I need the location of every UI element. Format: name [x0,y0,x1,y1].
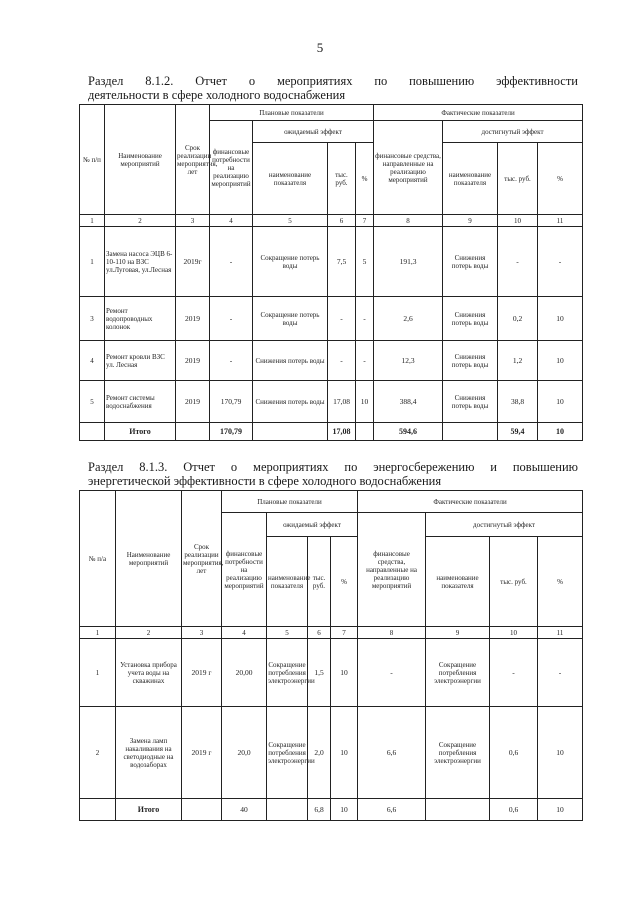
col-number-row [80,215,583,227]
row-achieved-pct: 10 [538,297,583,341]
row-achieved-effect: Сокращение потребления электроэнергии [426,639,490,707]
total-label: Итого [105,423,176,441]
row-fin: - [210,341,253,381]
total-fin: 40 [222,799,267,821]
col-num-9: 9 [426,627,490,639]
row-achieved-effect: Снижения потерь воды [443,297,498,341]
total-achieved-pct: 10 [538,799,583,821]
row-krub: 1,5 [308,639,331,707]
total-label: Итого [116,799,182,821]
row-achieved-krub: - [498,227,538,297]
hdr-fin-planned: финансовые потребности на реализацию мероприятий [222,513,267,627]
col-num-2: 2 [116,627,182,639]
row-name: Ремонт кровли ВЗС ул. Лесная [105,341,176,381]
col-num-6: 6 [308,627,331,639]
row-pct: 10 [331,639,358,707]
total-krub: 17,08 [328,423,356,441]
row-achieved-krub: 0,6 [490,707,538,799]
col-num-5: 5 [253,215,328,227]
hdr-indicator-actual: наименование показателя [443,143,498,215]
hdr-planned: Плановые показатели [222,491,358,513]
table-row [80,639,583,707]
col-num-4: 4 [210,215,253,227]
row-name: Ремонт водопроводных колонок [105,297,176,341]
row-num: 1 [80,227,105,297]
section-1-table [79,104,583,441]
row-effect: Сокращение потребления электроэнергии [267,707,308,799]
hdr-indicator-planned: наименование показателя [253,143,328,215]
row-pct: - [356,341,374,381]
hdr-krub-planned: тыс. руб. [328,143,356,215]
col-num-10: 10 [490,627,538,639]
hdr-actual: Фактические показатели [374,105,583,121]
hdr-achieved-effect: достигнутый эффект [426,513,583,537]
row-achieved-pct: 10 [538,341,583,381]
row-achieved-krub: - [490,639,538,707]
row-effect: Снижения потерь воды [253,381,328,423]
hdr-pct-actual: % [538,537,583,627]
hdr-expected-effect: ожидаемый эффект [253,121,374,143]
page-number: 5 [316,40,324,55]
col-num-3: 3 [176,215,210,227]
hdr-achieved-effect: достигнутый эффект [443,121,583,143]
hdr-actual: Фактические показатели [358,491,583,513]
total-achieved-krub: 59,4 [498,423,538,441]
row-achieved-krub: 0,2 [498,297,538,341]
col-num-10: 10 [498,215,538,227]
row-krub: 17,08 [328,381,356,423]
col-num-7: 7 [331,627,358,639]
row-achieved-krub: 1,2 [498,341,538,381]
row-krub: - [328,297,356,341]
total-krub: 6,8 [308,799,331,821]
row-num: 3 [80,297,105,341]
row-fin: 20,0 [222,707,267,799]
row-pct: 10 [356,381,374,423]
row-fin-actual: 191,3 [374,227,443,297]
total-achieved-pct: 10 [538,423,583,441]
hdr-pct-planned: % [356,143,374,215]
row-achieved-pct: - [538,639,583,707]
col-num-7: 7 [356,215,374,227]
table-row [80,707,583,799]
total-row [80,799,583,821]
row-term: 2019 [176,381,210,423]
hdr-term: Срок реализации мероприятия, лет [182,491,222,627]
total-fin-actual: 6,6 [358,799,426,821]
row-achieved-krub: 38,8 [498,381,538,423]
col-num-8: 8 [374,215,443,227]
row-pct: - [356,297,374,341]
row-achieved-pct: 10 [538,381,583,423]
row-fin-actual: 2,6 [374,297,443,341]
col-num-3: 3 [182,627,222,639]
hdr-indicator-actual: наименование показателя [426,537,490,627]
hdr-planned: Плановые показатели [210,105,374,121]
hdr-fin-actual: финансовые средства, направленные на реализацию мероприятий [358,513,426,627]
table-row [80,297,583,341]
section-1-heading [88,74,578,102]
row-krub: 7,5 [328,227,356,297]
col-num-4: 4 [222,627,267,639]
hdr-term: Срок реализации мероприятия, лет [176,105,210,215]
table-row [80,381,583,423]
row-name: Ремонт системы водоснабжения [105,381,176,423]
row-achieved-pct: 10 [538,707,583,799]
col-num-9: 9 [443,215,498,227]
row-term: 2019 г [182,707,222,799]
row-fin-actual: 12,3 [374,341,443,381]
row-pct: 5 [356,227,374,297]
row-effect: Снижения потерь воды [253,341,328,381]
section-1-heading-line2: деятельности в сфере холодного водоснабжения [88,88,346,102]
total-pct: 10 [331,799,358,821]
col-num-5: 5 [267,627,308,639]
col-num-6: 6 [328,215,356,227]
hdr-num: № п/п [80,105,105,215]
table-row [80,227,583,297]
row-achieved-effect: Снижения потерь воды [443,341,498,381]
row-fin: - [210,227,253,297]
row-fin-actual: 388,4 [374,381,443,423]
col-num-1: 1 [80,215,105,227]
total-achieved-krub: 0,6 [490,799,538,821]
section-2-heading [88,460,578,488]
row-krub: 2,0 [308,707,331,799]
row-fin: 20,00 [222,639,267,707]
hdr-indicator-planned: наименование показателя [267,537,308,627]
total-fin-actual: 594,6 [374,423,443,441]
row-num: 5 [80,381,105,423]
row-fin: 170,79 [210,381,253,423]
row-effect: Сокращение потребления электроэнергии [267,639,308,707]
section-2-table [79,490,583,821]
hdr-num: № п/а [80,491,116,627]
row-name: Замена ламп накаливания на светодиодные на водозаборах [116,707,182,799]
row-term: 2019 [176,297,210,341]
row-name: Замена насоса ЭЦВ 6-10-110 на ВЗС ул.Луговая, ул.Лесная [105,227,176,297]
row-fin-actual: - [358,639,426,707]
row-effect: Сокращение потерь воды [253,227,328,297]
hdr-name: Наименование мероприятий [116,491,182,627]
hdr-krub-actual: тыс. руб. [490,537,538,627]
hdr-pct-planned: % [331,537,358,627]
row-fin-actual: 6,6 [358,707,426,799]
row-num: 1 [80,639,116,707]
col-num-11: 11 [538,627,583,639]
col-num-11: 11 [538,215,583,227]
col-num-1: 1 [80,627,116,639]
row-krub: - [328,341,356,381]
row-effect: Сокращение потерь воды [253,297,328,341]
col-number-row [80,627,583,639]
hdr-krub-planned: тыс. руб. [308,537,331,627]
col-num-2: 2 [105,215,176,227]
row-achieved-effect: Снижения потерь воды [443,227,498,297]
hdr-krub-actual: тыс. руб. [498,143,538,215]
row-term: 2019 [176,341,210,381]
section-1-heading-line1: Раздел 8.1.2. Отчет о мероприятиях по повышению эффективности [88,74,578,88]
hdr-fin-planned: финансовые потребности на реализацию мероприятий [210,121,253,215]
total-fin: 170,79 [210,423,253,441]
hdr-name: Наименование мероприятий [105,105,176,215]
row-name: Установка прибора учета воды на скважинах [116,639,182,707]
total-row [80,423,583,441]
row-pct: 10 [331,707,358,799]
row-achieved-pct: - [538,227,583,297]
hdr-expected-effect: ожидаемый эффект [267,513,358,537]
row-num: 4 [80,341,105,381]
section-2-heading-line2: энергетической эффективности в сфере холодного водоснабжения [88,474,442,488]
hdr-pct-actual: % [538,143,583,215]
hdr-fin-actual: финансовые средства, направленные на реализацию мероприятий [374,121,443,215]
row-num: 2 [80,707,116,799]
row-achieved-effect: Сокращение потребления электроэнергии [426,707,490,799]
row-term: 2019 г [182,639,222,707]
section-2-heading-line1: Раздел 8.1.3. Отчет о мероприятиях по энергосбережению и повышению [88,460,578,474]
row-fin: - [210,297,253,341]
col-num-8: 8 [358,627,426,639]
row-term: 2019г [176,227,210,297]
table-row [80,341,583,381]
row-achieved-effect: Снижения потерь воды [443,381,498,423]
